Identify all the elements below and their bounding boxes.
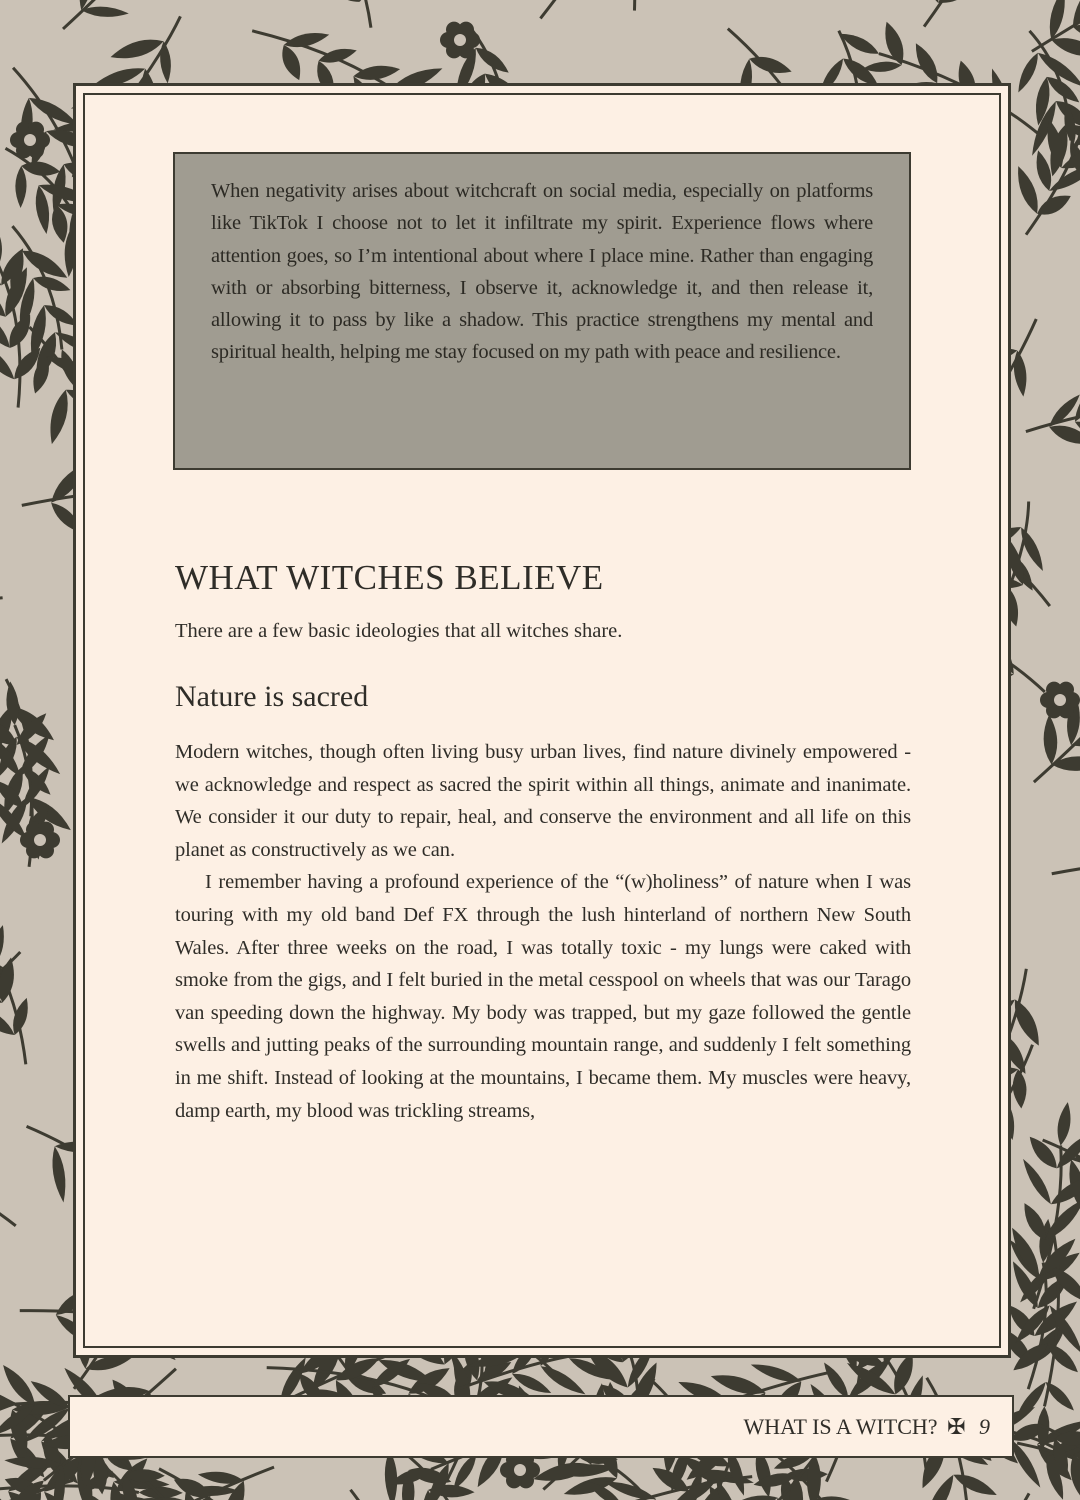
section-intro: There are a few basic ideologies that all witches share. bbox=[175, 620, 623, 642]
subsection-heading: Nature is sacred bbox=[175, 680, 369, 713]
footer-text bbox=[743, 1414, 990, 1440]
body-paragraph-2: I remember having a profound experience of the “(w)holiness” of nature when I was touring with my old band Def FX through the lush hinterland of northern New South Wales. After three weeks on the road, I was totally toxic - my lungs were caked with smoke from the gigs, and I felt buried in the metal cesspool on wheels that was our Tarago van speeding down the highway. My body was trapped, but my gaze followed the gentle swells and jutting peaks of the surrounding mountain range, and suddenly I felt something in me shift. Instead of looking at the mountains, I became them. My muscles were heavy, damp earth, my blood was trickling streams, bbox=[175, 871, 911, 1122]
body-text bbox=[175, 736, 911, 1127]
body-paragraph-1: Modern witches, though often living busy urban lives, find nature divinely empowered - we acknowledge and respect as sacred the spirit within all things, animate and inanimate. We consider it our duty to repair, heal, and conserve the environment and all life on this planet as constructively as we can. bbox=[175, 741, 911, 861]
running-head: WHAT IS A WITCH? bbox=[743, 1414, 938, 1439]
running-footer bbox=[68, 1395, 1014, 1458]
section-heading: WHAT WITCHES BELIEVE bbox=[175, 558, 604, 597]
callout-text: When negativity arises about witchcraft on social media, especially on platforms like TikTok I choose not to let it infiltrate my spirit. Experience flows where attention goes, so I’m intentional about where I place mine. Rather than engaging with or absorbing bitterness, I observe it, acknowledge it, and then release it, allowing it to pass by like a shadow. This practice strengthens my mental and spiritual health, helping me stay focused on my path with peace and resilience. bbox=[211, 180, 873, 364]
cross-separator-icon: ✠ bbox=[947, 1414, 966, 1439]
page-number: 9 bbox=[979, 1414, 990, 1439]
callout-box bbox=[173, 152, 911, 470]
